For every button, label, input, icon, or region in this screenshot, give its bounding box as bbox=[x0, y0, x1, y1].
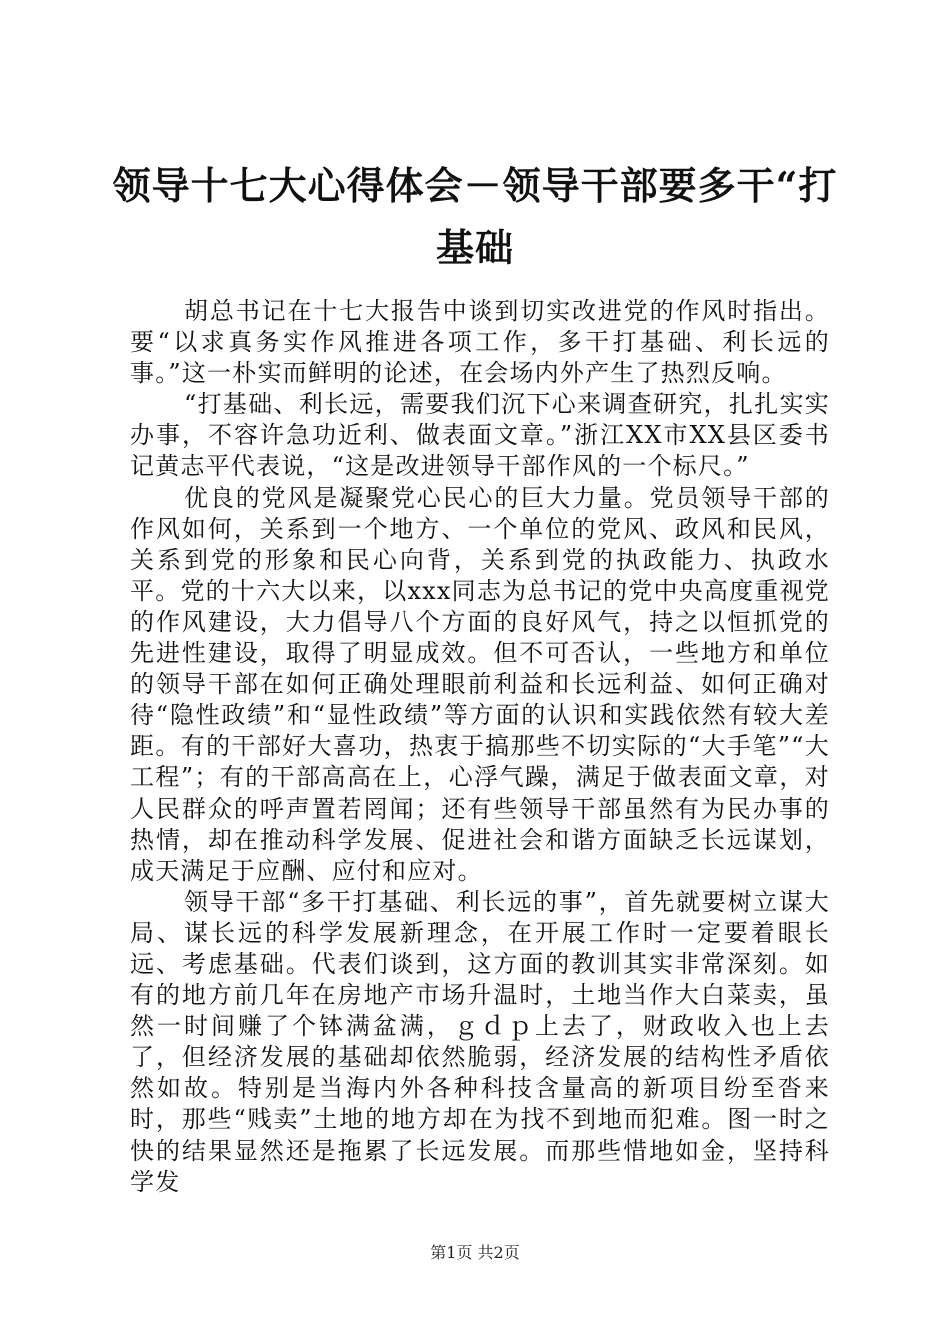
page-number-footer: 第1页 共2页 bbox=[430, 1243, 520, 1262]
paragraph-1: 胡总书记在十七大报告中谈到切实改进党的作风时指出。要“以求真务实作风推进各项工作，多干打基础、利长远的事。”这一朴实而鲜明的论述，在会场内外产生了热烈反响。 bbox=[130, 297, 830, 388]
paragraph-2: “打基础、利长远，需要我们沉下心来调查研究，扎扎实实办事，不容许急功近利、做表面文章。”浙江XX市XX县区委书记黄志平代表说，“这是改进领导干部作风的一个标尺。” bbox=[130, 390, 830, 481]
document-title: 领导十七大心得体会－领导干部要多干“打基础 bbox=[112, 163, 838, 270]
document-body bbox=[130, 296, 830, 1198]
paragraph-4: 领导干部“多干打基础、利长远的事”，首先就要树立谋大局、谋长远的科学发展新理念，在开展工作时一定要着眼长远、考虑基础。代表们谈到，这方面的教训其实非常深刻。如有的地方前几年在房地产市场升温时，土地当作大白菜卖，虽然一时间赚了个钵满盆满，ｇｄｐ上去了，财政收入也上去了，但经济发展的基础却依然脆弱，经济发展的结构性矛盾依然如故。特别是当海内外各种科技含量高的新项目纷至沓来时，那些“贱卖”土地的地方却在为找不到地而犯难。图一时之快的结果显然还是拖累了长远发展。而那些惜地如金，坚持科学发 bbox=[130, 887, 830, 1196]
paragraph-3: 优良的党风是凝聚党心民心的巨大力量。党员领导干部的作风如何，关系到一个地方、一个单位的党风、政风和民风，关系到党的形象和民心向背，关系到党的执政能力、执政水平。党的十六大以来，以xxx同志为总书记的党中央高度重视党的作风建设，大力倡导八个方面的良好风气，持之以恒抓党的先进性建设，取得了明显成效。但不可否认，一些地方和单位的领导干部在如何正确处理眼前利益和长远利益、如何正确对待“隐性政绩”和“显性政绩”等方面的认识和实践依然有较大差距。有的干部好大喜功，热衷于搞那些不切实际的“大手笔”“大工程”；有的干部高高在上，心浮气躁，满足于做表面文章，对人民群众的呼声置若罔闻；还有些领导干部虽然有为民办事的热情，却在推动科学发展、促进社会和谐方面缺乏长远谋划，成天满足于应酬、应付和应对。 bbox=[130, 483, 830, 885]
